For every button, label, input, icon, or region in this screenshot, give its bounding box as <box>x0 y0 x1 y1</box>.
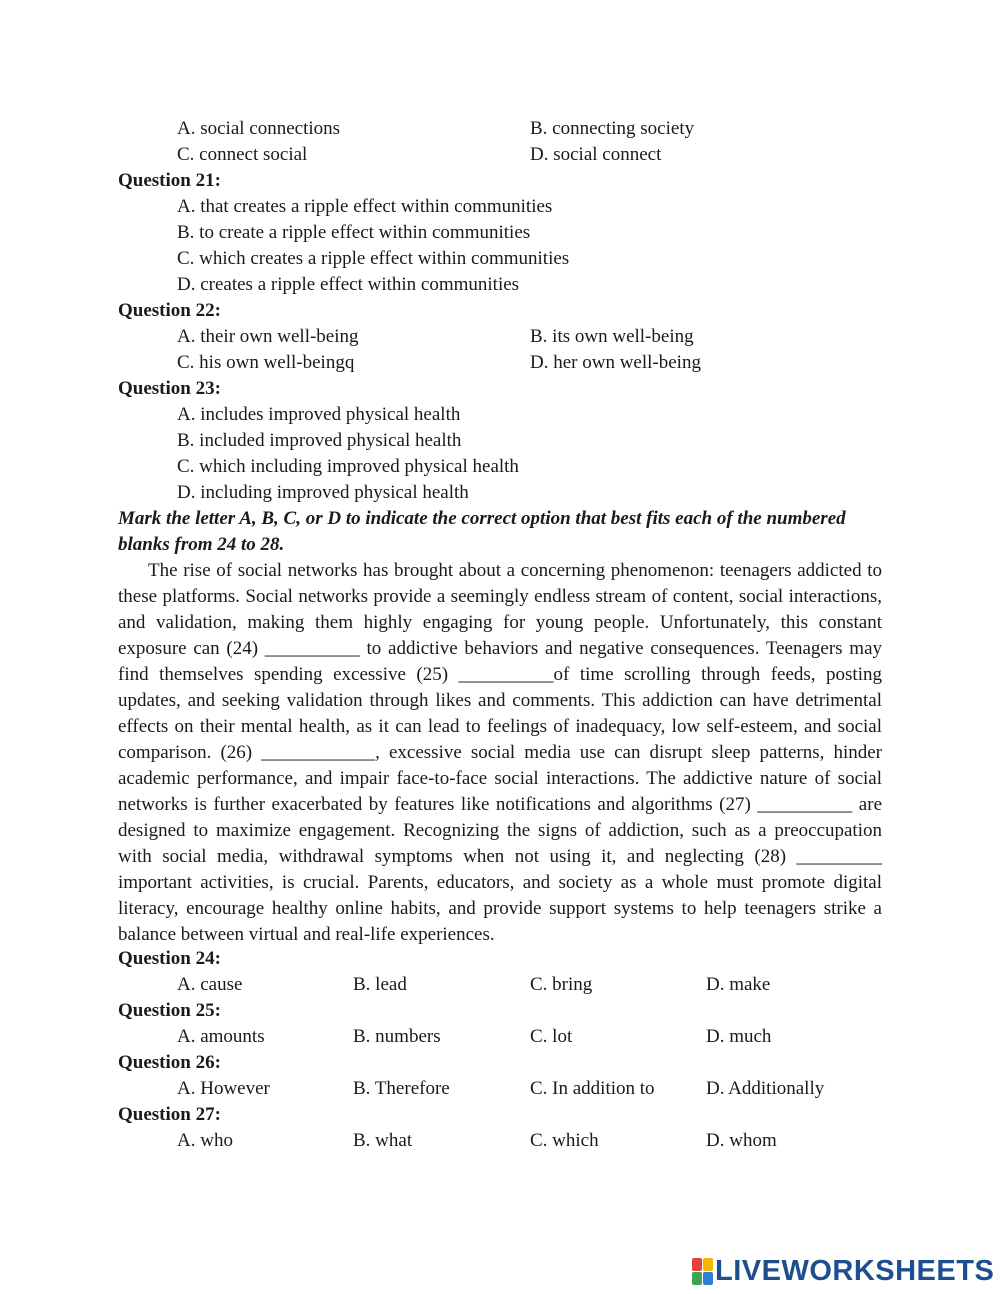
q22-option-b[interactable]: B. its own well-being <box>530 326 694 347</box>
q25-option-d[interactable]: D. much <box>706 1026 772 1047</box>
q25-option-c[interactable]: C. lot <box>530 1026 573 1047</box>
logo-square-yellow <box>703 1258 713 1271</box>
q20-option-b[interactable]: B. connecting society <box>530 118 695 139</box>
q27-option-d[interactable]: D. whom <box>706 1130 777 1151</box>
q24-option-a[interactable]: A. cause <box>177 974 243 995</box>
q23-option-c[interactable]: C. which including improved physical health <box>177 456 519 477</box>
q27-option-a[interactable]: A. who <box>177 1130 233 1151</box>
instruction-line-2: blanks from 24 to 28. <box>118 534 285 555</box>
q20-option-d[interactable]: D. social connect <box>530 144 662 165</box>
question-27-label: Question 27: <box>118 1104 221 1125</box>
logo-square-blue <box>703 1272 713 1285</box>
logo-square-green <box>692 1272 702 1285</box>
question-22-label: Question 22: <box>118 300 221 321</box>
instruction-line-1: Mark the letter A, B, C, or D to indicate the correct option that best fits each of the numbered <box>118 508 846 529</box>
q26-option-c[interactable]: C. In addition to <box>530 1078 655 1099</box>
q21-option-b[interactable]: B. to create a ripple effect within communities <box>177 222 531 243</box>
q20-option-a[interactable]: A. social connections <box>177 118 341 139</box>
q23-option-d[interactable]: D. including improved physical health <box>177 482 469 503</box>
q26-option-a[interactable]: A. However <box>177 1078 270 1099</box>
q22-option-a[interactable]: A. their own well-being <box>177 326 359 347</box>
question-24-label: Question 24: <box>118 948 221 969</box>
q22-option-d[interactable]: D. her own well-being <box>530 352 701 373</box>
q26-option-b[interactable]: B. Therefore <box>353 1078 450 1099</box>
liveworksheets-logo <box>692 1256 994 1286</box>
q21-option-d[interactable]: D. creates a ripple effect within communities <box>177 274 520 295</box>
q24-option-d[interactable]: D. make <box>706 974 771 995</box>
q24-option-b[interactable]: B. lead <box>353 974 407 995</box>
question-25-label: Question 25: <box>118 1000 221 1021</box>
logo-square-red <box>692 1258 702 1271</box>
q20-option-c[interactable]: C. connect social <box>177 144 308 165</box>
logo-mark-icon <box>692 1258 712 1284</box>
q25-option-a[interactable]: A. amounts <box>177 1026 265 1047</box>
q21-option-c[interactable]: C. which creates a ripple effect within communities <box>177 248 570 269</box>
q21-option-a[interactable]: A. that creates a ripple effect within communities <box>177 196 553 217</box>
question-26-label: Question 26: <box>118 1052 221 1073</box>
passage-text: The rise of social networks has brought about a concerning phenomenon: teenagers addicted to these platforms. Social networks provide a seemingly endless stream of content, social interactions, and validation, making them highly engaging for young people. Unfortunately, this constant exposure can (24) __________ to addictive behaviors and negative consequences. Teenagers may find themselves spending excessive (25) __________of time scrolling through feeds, posting updates, and seeking validation through likes and comments. This addiction can have detrimental effects on their mental health, as it can lead to feelings of inadequacy, low self-esteem, and social comparison. (26) ____________, excessive social media use can disrupt sleep patterns, hinder academic performance, and impair face-to-face social interactions. The addictive nature of social networks is further exacerbated by features like notifications and algorithms (27) __________ are designed to maximize engagement. Recognizing the signs of addiction, such as a preoccupation with social media, withdrawal symptoms when not using it, and neglecting (28) _________ important activities, is crucial. Parents, educators, and society as a whole must promote digital literacy, encourage healthy online habits, and provide support systems to help teenagers strike a balance between virtual and real-life experiences. <box>118 560 882 945</box>
q22-option-c[interactable]: C. his own well-beingq <box>177 352 355 373</box>
q27-option-c[interactable]: C. which <box>530 1130 599 1151</box>
q24-option-c[interactable]: C. bring <box>530 974 593 995</box>
q25-option-b[interactable]: B. numbers <box>353 1026 441 1047</box>
question-23-label: Question 23: <box>118 378 221 399</box>
q27-option-b[interactable]: B. what <box>353 1130 413 1151</box>
q23-option-a[interactable]: A. includes improved physical health <box>177 404 461 425</box>
reading-passage <box>118 558 882 948</box>
logo-wordmark: LIVEWORKSHEETS <box>715 1255 995 1287</box>
q23-option-b[interactable]: B. included improved physical health <box>177 430 462 451</box>
question-21-label: Question 21: <box>118 170 221 191</box>
q26-option-d[interactable]: D. Additionally <box>706 1078 825 1099</box>
